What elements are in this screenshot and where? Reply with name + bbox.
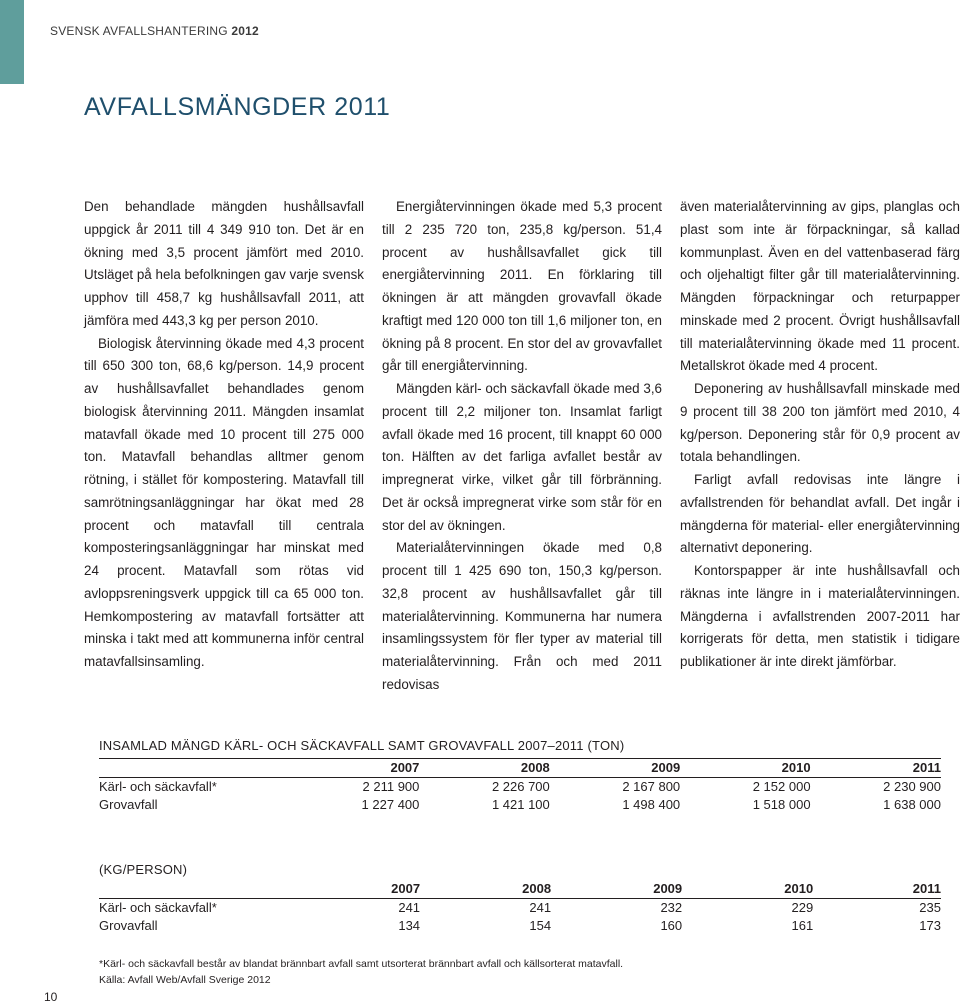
header-cell [99,759,289,778]
year-header: 2009 [550,759,680,778]
page-title: AVFALLSMÄNGDER 2011 [84,93,391,121]
text-column-3 [680,196,960,674]
value-cell: 2 167 800 [622,779,681,794]
paragraph: Biologisk återvinning ökade med 4,3 procent till 650 300 ton, 68,6 kg/person. 14,9 procent av hushållsavfallet behandlades genom biologisk återvinning 2011. Mängden insamlat matavfall ökade med 10 procent till 275 000 ton. Matavfall behandlas alltmer genom rötning, i stället för kompostering. Matavfall till samrötningsanläggningar har ökat med 28 procent och matavfall till centrala komposteringsanläggningar har minskat med 24 procent. Matavfall som rötas vid avloppsreningsverk uppgick till ca 65 000 ton. Hemkompostering av matavfall fortsätter att minska i takt med att kommunerna inför central matavfallsinsamling. [84,335,364,669]
header-cell [99,880,289,899]
value-cell: 235 [919,900,941,915]
source-note: Källa: Avfall Web/Avfall Sverige 2012 [99,974,271,986]
year-header: 2007 [289,880,420,899]
year-header: 2010 [682,880,813,899]
value-cell: 2 211 900 [362,779,420,794]
value-cell: 232 [660,900,683,915]
paragraph: Farligt avfall redovisas inte längre i avfallstrenden för behandlat avfall. Det ingår i mängderna för material- eller energiåtervinning alternativt deponering. [680,472,960,556]
header-year: 2012 [231,24,259,38]
year-header: 2011 [811,759,941,778]
paragraph: Kontorspapper är inte hushållsavfall och räknas inte längre in i materialåtervinningen. Mängderna i avfallstrenden 2007-2011 har korrigerats för detta, men statistik i tidigare publikationer är inte direkt jämförbar. [680,563,960,669]
value-cell: 2 152 000 [752,779,811,794]
paragraph: Materialåtervinningen ökade med 0,8 procent till 1 425 690 ton, 150,3 kg/person. 32,8 procent av hushållsavfallet går till materialåtervinning. Kommunerna har numera insamlingssystem för fler typer av material till materialåtervinning. Från och med 2011 redovisas [382,540,662,692]
value-cell: 241 [529,900,552,915]
value-cell: 1 227 400 [361,797,420,812]
page-number: 10 [44,990,58,1004]
running-header [50,24,259,38]
text-column-2 [382,196,662,697]
year-header: 2010 [680,759,810,778]
row-label: Kärl- och säckavfall* [99,900,217,915]
row-label: Kärl- och säckavfall* [99,779,217,794]
table-tons [99,758,941,814]
value-cell: 2 226 700 [491,779,550,794]
value-cell: 173 [919,918,941,933]
value-cell: 134 [398,918,421,933]
table-row [99,796,941,814]
row-label: Grovavfall [99,797,158,812]
table-row [99,899,941,918]
paragraph: Den behandlade mängden hushållsavfall uppgick år 2011 till 4 349 910 ton. Det är en ökning med 3,5 procent jämfört med 2010. Utsläget på hela befolkningen gav varje svensk upphov till 458,7 kg hushållsavfall 2011, att jämföra med 443,3 kg per person 2010. [84,199,364,328]
value-cell: 154 [529,918,552,933]
value-cell: 1 421 100 [491,797,550,812]
value-cell: 241 [398,900,421,915]
value-cell: 1 518 000 [752,797,811,812]
table-title-tons: INSAMLAD MÄNGD KÄRL- OCH SÄCKAVFALL SAMT GROVAVFALL 2007–2011 (TON) [99,738,625,753]
footnote: *Kärl- och säckavfall består av blandat brännbart avfall samt utsorterat brännbart avfall och källsorterat matavfall. [99,958,624,970]
value-cell: 229 [791,900,814,915]
row-label: Grovavfall [99,918,158,933]
year-header: 2007 [289,759,419,778]
table-row [99,778,941,797]
year-header: 2009 [551,880,682,899]
table-row [99,917,941,935]
value-cell: 2 230 900 [883,779,941,794]
year-header: 2008 [420,880,551,899]
table-kg-per-person [99,880,941,935]
footnote-block [99,956,623,988]
value-cell: 1 498 400 [622,797,681,812]
paragraph: Deponering av hushållsavfall minskade med 9 procent till 38 200 ton jämfört med 2010, 4 kg/person. Deponering står för 0,9 procent av totala behandlingen. [680,381,960,465]
value-cell: 161 [791,918,814,933]
paragraph: Mängden kärl- och säckavfall ökade med 3,6 procent till 2,2 miljoner ton. Insamlat farligt avfall ökade med 16 procent, till knappt 60 000 ton. Hälften av det farliga avfallet består av impregnerat virke, vilket går till förbränning. Det är också impregnerat virke som står för en stor del av ökningen. [382,381,662,533]
paragraph: även materialåtervinning av gips, planglas och plast som inte är förpackningar, så kallad kommunplast. Även en del vattenbaserad färg och oljehaltigt filter går till materialåtervinning. Mängden förpackningar och returpapper minskade med 2 procent. Övrigt hushållsavfall till materialåtervinning ökade med 11 procent. Metallskrot ökade med 4 procent. [680,199,960,374]
value-cell: 160 [660,918,683,933]
value-cell: 1 638 000 [883,797,941,812]
year-header: 2008 [419,759,549,778]
year-header: 2011 [813,880,941,899]
header-text: SVENSK AVFALLSHANTERING [50,24,228,38]
table-title-per-person: (KG/PERSON) [99,862,188,877]
section-tab [0,0,24,84]
text-column-1 [84,196,364,674]
paragraph: Energiåtervinningen ökade med 5,3 procent till 2 235 720 ton, 235,8 kg/person. 51,4 procent av hushållsavfallet gick till energiåtervinning 2011. En förklaring till ökningen är att mängden grovavfall ökade kraftigt med 120 000 ton till 1,6 miljoner ton, en ökning på 8 procent. En stor del av grovavfallet går till energiåtervinning. [382,199,662,374]
